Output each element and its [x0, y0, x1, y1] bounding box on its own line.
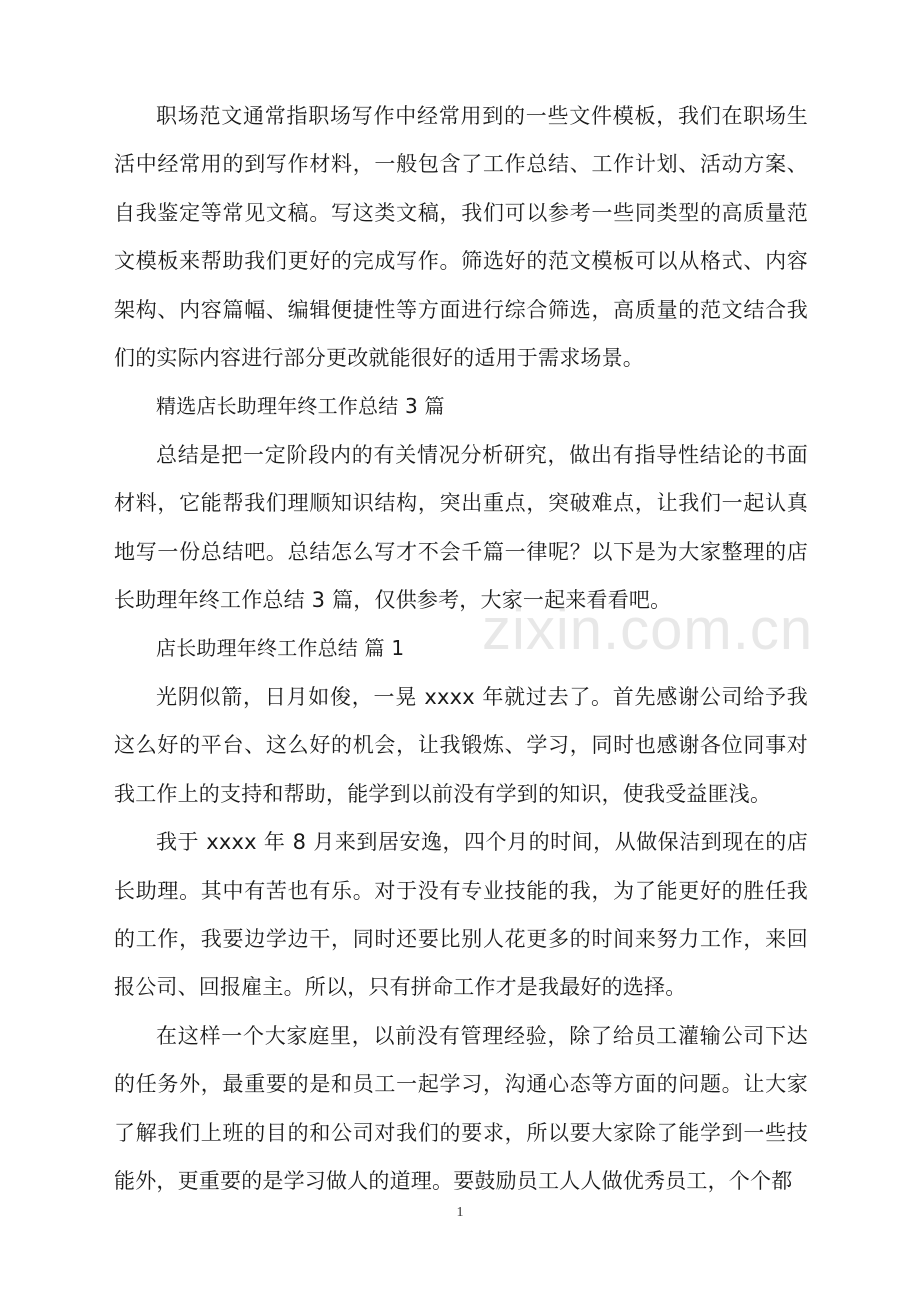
section-heading: 店长助理年终工作总结 篇 1	[156, 636, 405, 661]
page-number: 1	[456, 1205, 464, 1220]
article-title: 精选店长助理年终工作总结 3 篇	[156, 394, 445, 419]
intro-paragraph: 职场范文通常指职场写作中经常用到的一些文件模板，我们在职场生活中经常用的到写作材料，一般包含了工作总结、工作计划、活动方案、自我鉴定等常见文稿。写这类文稿，我们可以参考一些同类型的高质量范文模板来帮助我们更好的完成写作。筛选好的范文模板可以从格式、内容架构、内容篇幅、编辑便捷性等方面进行综合筛选，高质量的范文结合我们的实际内容进行部分更改就能很好的适用于需求场景。	[114, 104, 808, 371]
body-paragraph: 在这样一个大家庭里，以前没有管理经验，除了给员工灌输公司下达的任务外，最重要的是和员工一起学习，沟通心态等方面的问题。让大家了解我们上班的目的和公司对我们的要求，所以要大家除了能学到一些技能外，更重要的是学习做人的道理。要鼓励员工人人做优秀员工，个个都	[114, 1023, 808, 1193]
watermark: zixin.com.cn	[482, 597, 814, 662]
body-paragraph: 光阴似箭，日月如俊，一晃 xxxx 年就过去了。首先感谢公司给予我这么好的平台、这么好的机会，让我锻炼、学习，同时也感谢各位同事对我工作上的支持和帮助，能学到以前没有学到的知识，使我受益匪浅。	[114, 684, 808, 806]
summary-paragraph: 总结是把一定阶段内的有关情况分析研究，做出有指导性结论的书面材料，它能帮我们理顺知识结构，突出重点，突破难点，让我们一起认真地写一份总结吧。总结怎么写才不会千篇一律呢？以下是为大家整理的店长助理年终工作总结 3 篇，仅供参考，大家一起来看看吧。	[114, 442, 808, 613]
body-paragraph: 我于 xxxx 年 8 月来到居安逸，四个月的时间，从做保洁到现在的店长助理。其中有苦也有乐。对于没有专业技能的我，为了能更好的胜任我的工作，我要边学边干，同时还要比别人花更多的时间来努力工作，来回报公司、回报雇主。所以，只有拼命工作才是我最好的选择。	[114, 830, 808, 1000]
